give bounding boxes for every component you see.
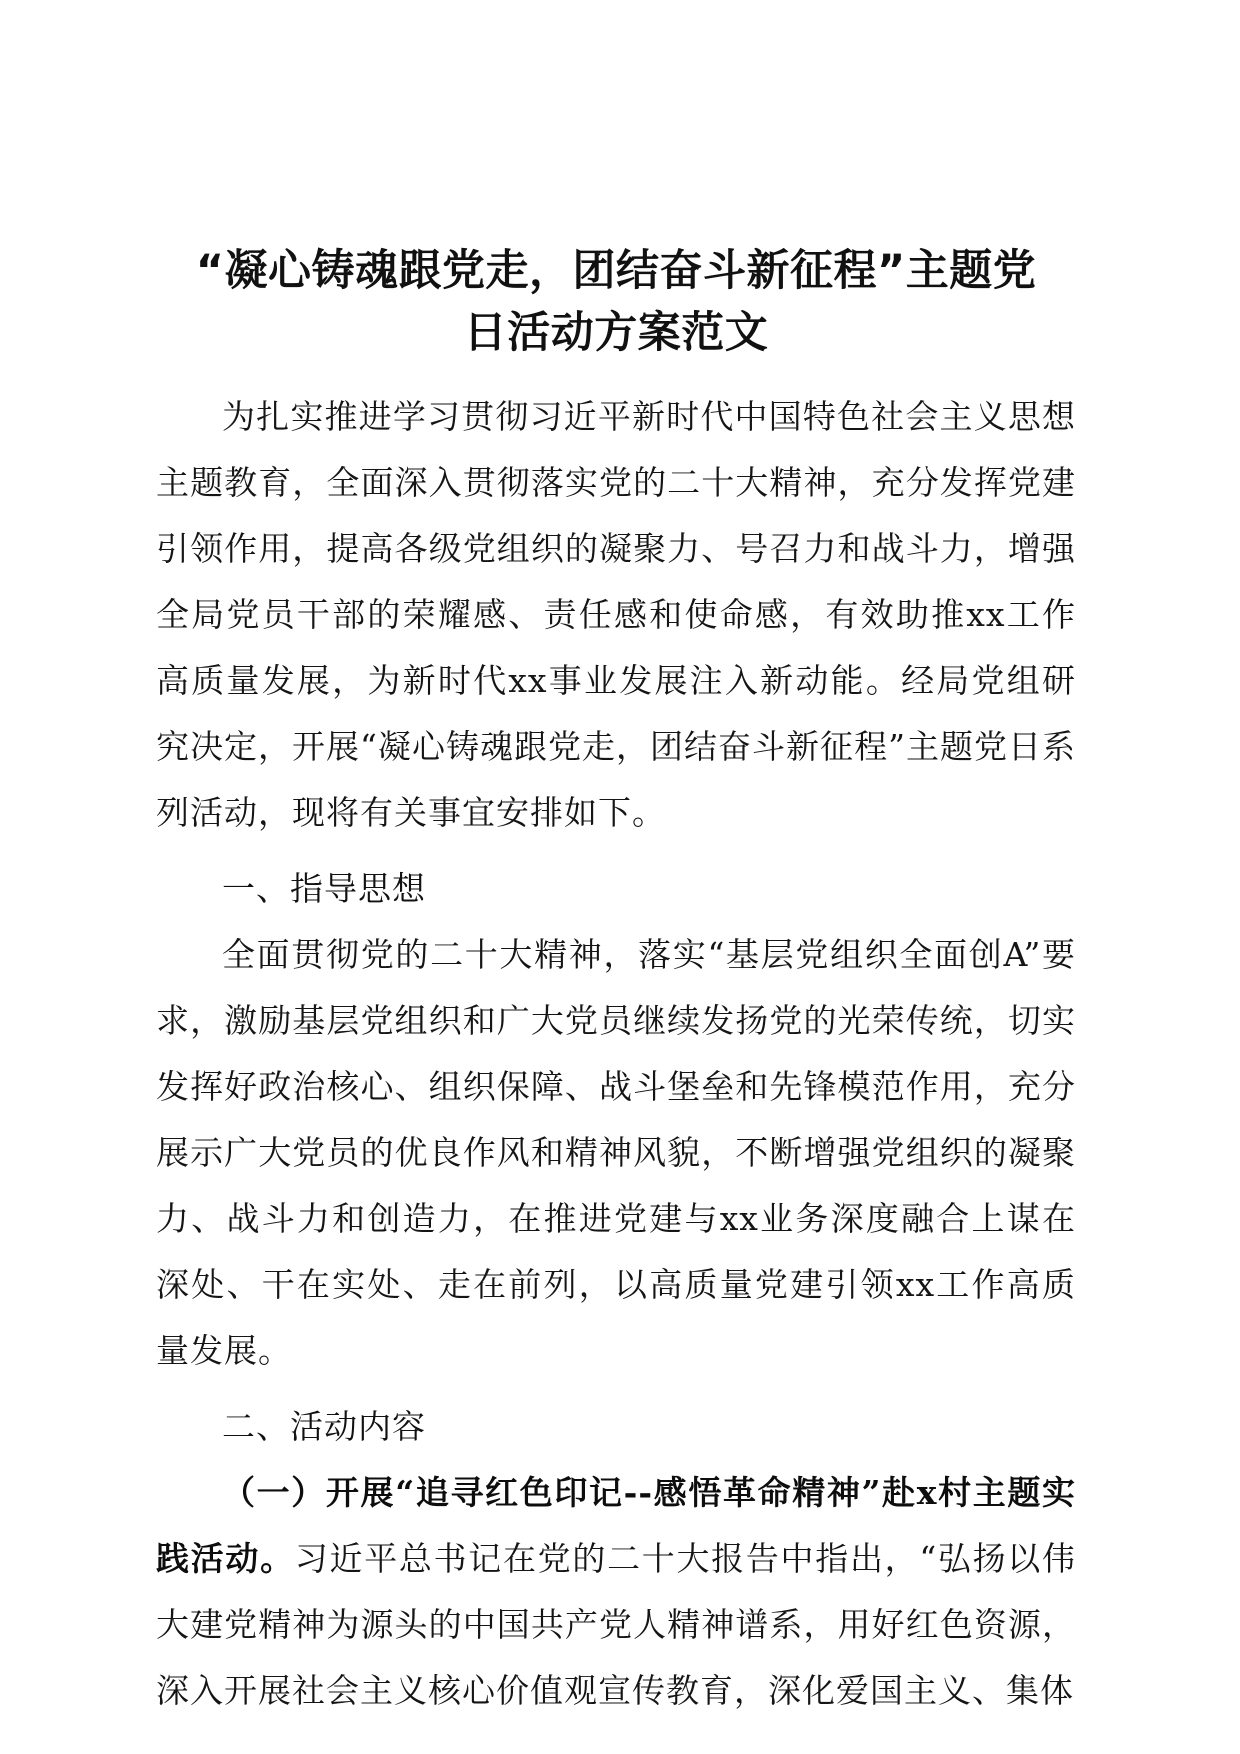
activity-item-1-body: 习近平总书记在党的二十大报告中指出，“弘扬以伟大建党精神为源头的中国共产党人精神谱系，用好红色资源，深入开展社会主义核心价值观宣传教育，深化爱国主义、集体 bbox=[156, 1539, 1077, 1710]
intro-paragraph: 为扎实推进学习贯彻习近平新时代中国特色社会主义思想主题教育，全面深入贯彻落实党的二十大精神，充分发挥党建引领作用，提高各级党组织的凝聚力、号召力和战斗力，增强全局党员干部的荣耀感、责任感和使命感，有效助推xx工作高质量发展，为新时代xx事业发展注入新动能。经局党组研究决定，开展“凝心铸魂跟党走，团结奋斗新征程”主题党日系列活动，现将有关事宜安排如下。 bbox=[156, 397, 1076, 832]
section-heading-activity-content: 二、活动内容 bbox=[222, 1407, 426, 1446]
activity-item-1-lead: （一）开展“追寻红色印记--感悟革命精神”赴x村主题实践活动。 bbox=[156, 1473, 1076, 1578]
title-line-2: 日活动方案范文 bbox=[463, 308, 769, 358]
guiding-ideology-paragraph: 全面贯彻党的二十大精神，落实“基层党组织全面创A”要求，激励基层党组织和广大党员继续发扬党的光荣传统，切实发挥好政治核心、组织保障、战斗堡垒和先锋模范作用，充分展示广大党员的优良作风和精神风貌，不断增强党组织的凝聚力、战斗力和创造力，在推进党建与xx业务深度融合上谋在深处、干在实处、走在前列，以高质量党建引领xx工作高质量发展。 bbox=[156, 935, 1076, 1370]
spacer bbox=[156, 1384, 1076, 1394]
spacer bbox=[156, 846, 1076, 856]
document-body bbox=[156, 240, 1076, 1724]
title-line-1: “凝心铸魂跟党走，团结奋斗新征程”主题党 bbox=[195, 246, 1037, 296]
section-heading-guiding-ideology: 一、指导思想 bbox=[222, 869, 426, 908]
document-title bbox=[156, 240, 1076, 364]
activity-item-1-paragraph bbox=[156, 1460, 1076, 1724]
